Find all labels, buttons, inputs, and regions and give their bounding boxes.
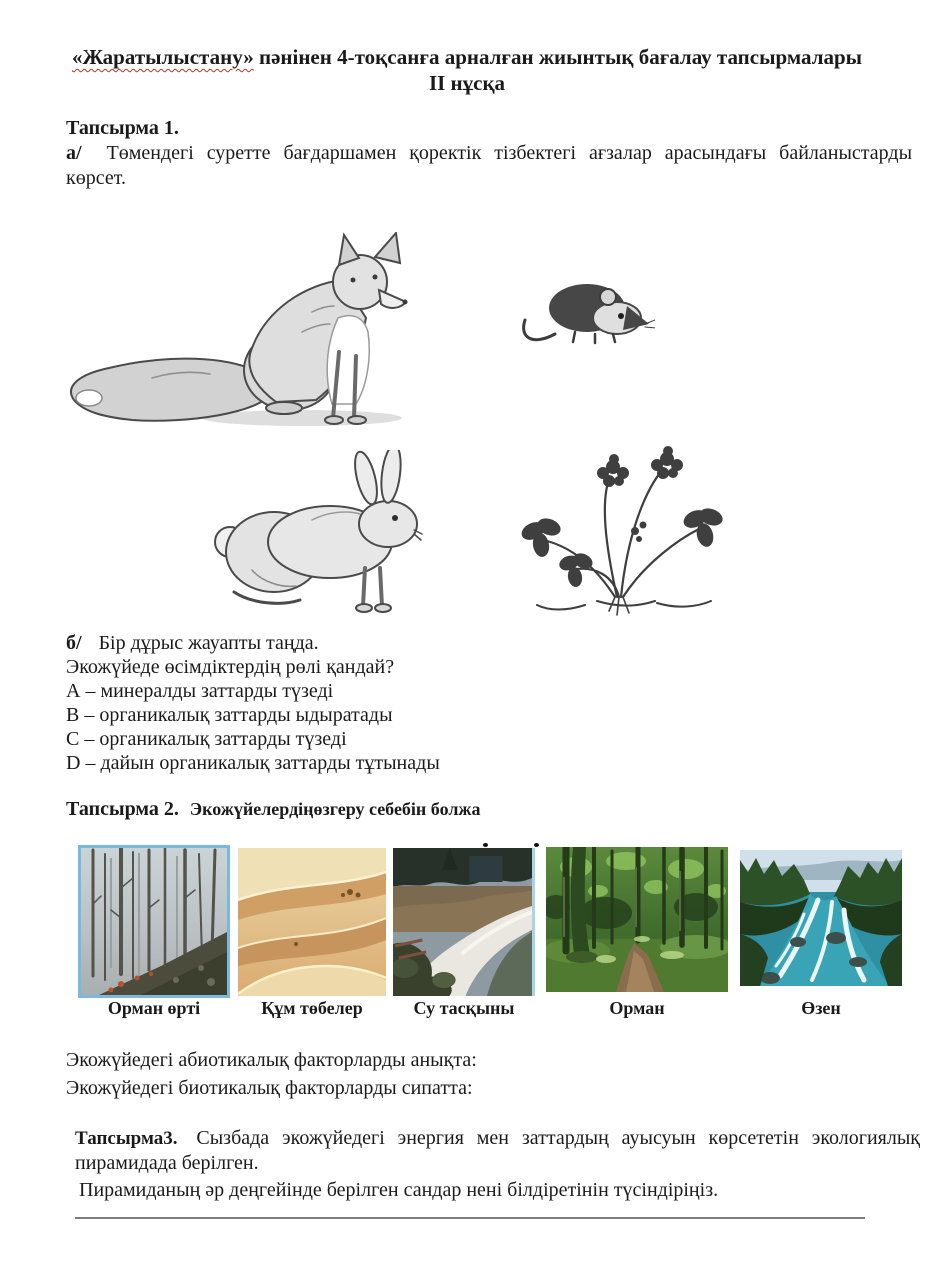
- caption-forest: Орман: [609, 998, 665, 1018]
- task2-subheading: Экожүйелердіңөзгеру себебін болжа: [189, 799, 481, 819]
- clover-plant-sketch-image: [497, 435, 737, 620]
- selection-handle-dot: [483, 843, 488, 847]
- task1-option-b: В – органикалық заттарды ыдыратады: [66, 704, 393, 726]
- caption-burnt-forest: Орман өрті: [107, 998, 201, 1018]
- task1-option-d: D – дайын органикалық заттарды тұтынады: [66, 752, 440, 774]
- task1-part-b: [66, 631, 766, 775]
- title-misspelled-word: «Жаратылыстану»: [71, 45, 254, 69]
- mouse-sketch-image: [515, 272, 655, 352]
- task1-part-a-text: Төмендегі суретте бағдаршамен қоректік тізбектегі ағзалар арасындағы байланыстарды көрсет.: [66, 142, 913, 189]
- answer-line: [75, 1217, 865, 1219]
- task1-question: Экожүйеде өсімдіктердің рөлі қандай?: [66, 656, 395, 678]
- flood-photo: [393, 848, 535, 996]
- task2-prompt-abiotic: Экожүйедегі абиотикалық факторларды анықта:: [66, 1049, 477, 1071]
- task3-heading: Тапсырма3.: [75, 1128, 178, 1149]
- task1-option-a: А – минералды заттарды түзеді: [66, 680, 334, 702]
- task1-option-c: С – органикалық заттарды түзеді: [66, 728, 347, 750]
- title-line-1: [0, 44, 934, 70]
- task3-text: Сызбада экожүйедегі энергия мен заттардың ауысуын көрсететін экологиялық пирамидада берілген.: [75, 1127, 920, 1174]
- rabbit-sketch-image: [192, 450, 437, 615]
- task3-paragraph: [75, 1126, 920, 1176]
- task1-part-b-text: Бір дұрыс жауапты таңда.: [98, 632, 319, 654]
- sand-dunes-photo: [238, 848, 386, 996]
- task2-heading-line: [66, 798, 480, 821]
- task1-heading: Тапсырма 1.: [66, 117, 179, 139]
- caption-sand-dunes: Құм төбелер: [261, 998, 363, 1018]
- caption-river: Өзен: [801, 998, 841, 1018]
- title-variant: ІІ нұсқа: [428, 71, 506, 95]
- task2-heading: Тапсырма 2.: [66, 798, 179, 820]
- document-title: [0, 44, 934, 96]
- fox-sketch-image: [62, 232, 462, 432]
- task1-part-a-label: а/: [66, 142, 82, 164]
- river-photo: [740, 850, 902, 986]
- task1-part-b-line: [66, 631, 766, 655]
- caption-flood: Су тасқыны: [413, 998, 515, 1018]
- task1-part-b-label: б/: [66, 632, 82, 654]
- title-rest: пәнінен 4-тоқсанға арналған жиынтық бағалау тапсырмалары: [258, 45, 863, 69]
- burnt-forest-photo: [78, 845, 230, 998]
- task2-prompt-biotic: Экожүйедегі биотикалық факторларды сипатта:: [66, 1077, 473, 1099]
- selection-handle-dot: [534, 843, 539, 847]
- task3-text2: Пирамиданың әр деңгейінде берілген сандар нені білдіретінін түсіндіріңіз.: [79, 1179, 719, 1201]
- task1-part-a: [66, 141, 912, 191]
- forest-photo: [546, 847, 728, 992]
